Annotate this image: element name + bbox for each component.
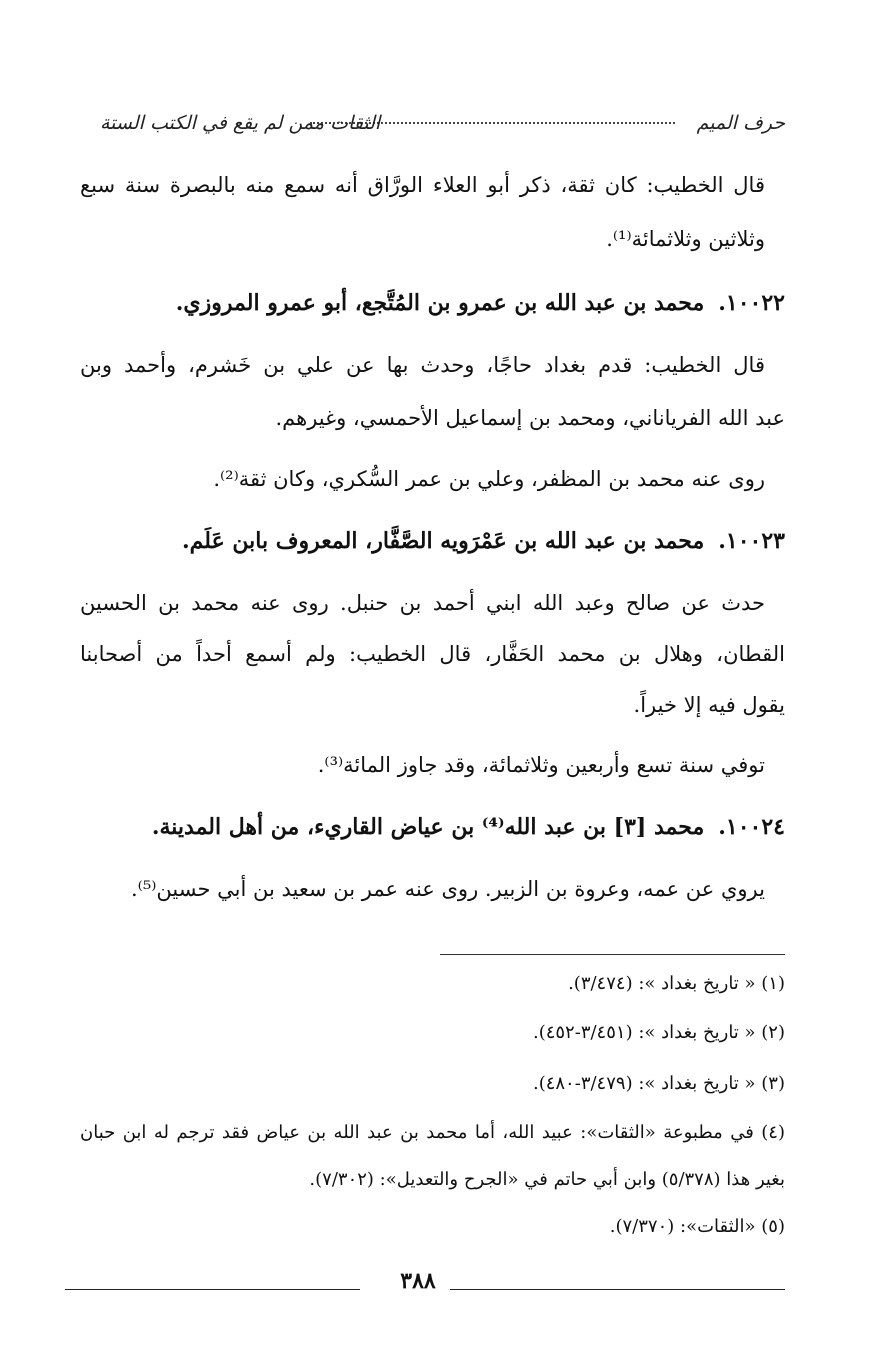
entry-text-line: حدث عن صالح وعبد الله ابني أحمد بن حنبل. روى عنه محمد بن الحسين — [80, 591, 765, 615]
entry-text-line: قال الخطيب: قدم بغداد حاجًا، وحدث بها عن علي بن خَشرم، وأحمد وبن — [80, 353, 765, 377]
entry-heading — [80, 290, 785, 316]
entry-heading — [80, 814, 785, 840]
bottom-rule-right — [450, 1289, 785, 1290]
footnote: (٣) « تاريخ بغداد »: (٣/٤٧٩-٤٨٠). — [532, 1073, 785, 1094]
intro-line-1: قال الخطيب: كان ثقة، ذكر أبو العلاء الورَّاق أنه سمع منه بالبصرة سنة سبع — [80, 173, 765, 197]
entry-text-line: عبد الله الفرياناني، ومحمد بن إسماعيل الأحمسي، وغيرهم. — [275, 406, 785, 430]
entry-text-line: توفي سنة تسع وأربعين وثلاثمائة، وقد جاوز المائة⁽³⁾. — [317, 753, 765, 777]
chapter-title: حرف الميم — [696, 112, 785, 134]
intro-line-2: وثلاثين وثلاثمائة⁽¹⁾. — [606, 227, 765, 251]
entry-heading — [80, 528, 785, 554]
running-header — [100, 112, 785, 146]
entry-number: ١٠٠٢٣. — [718, 528, 785, 554]
book-title: الثقات ممن لم يقع في الكتب الستة — [100, 112, 381, 134]
entry-text-line: يروي عن عمه، وعروة بن الزبير. روى عنه عمر بن سعيد بن أبي حسين⁽⁵⁾. — [130, 877, 765, 901]
footnote: (٤) في مطبوعة «الثقات»: عبيد الله، أما محمد بن عبد الله بن عياض فقد ترجم له ابن حبان — [80, 1122, 785, 1143]
footnote: (١) « تاريخ بغداد »: (٣/٤٧٤). — [568, 973, 785, 994]
footnote-separator — [440, 954, 785, 955]
entry-title: محمد [٣] بن عبد الله⁽⁴⁾ بن عياض القاريء، من أهل المدينة. — [151, 814, 705, 840]
entry-text-line: القطان، وهلال بن محمد الحَفَّار، قال الخطيب: ولم أسمع أحداً من أصحابنا — [80, 642, 785, 666]
entry-title: محمد بن عبد الله بن عَمْرَويه الصَّفَّار، المعروف بابن عَلَم. — [182, 528, 705, 554]
entry-number: ١٠٠٢٤. — [718, 814, 785, 840]
entry-title: محمد بن عبد الله بن عمرو بن المُتَّجع، أبو عمرو المروزي. — [175, 290, 705, 316]
footnote: (٥) «الثقات»: (٧/٣٧٠). — [609, 1216, 785, 1237]
entry-number: ١٠٠٢٢. — [718, 290, 785, 316]
bottom-rule-left — [65, 1289, 360, 1290]
entry-text-line: يقول فيه إلا خيراً. — [633, 693, 785, 717]
footnote-continuation: بغير هذا (٥/٣٧٨) وابن أبي حاتم في «الجرح والتعديل»: (٧/٣٠٢). — [309, 1169, 785, 1190]
footnote: (٢) « تاريخ بغداد »: (٣/٤٥١-٤٥٢). — [532, 1022, 785, 1043]
entry-text-line: روى عنه محمد بن المظفر، وعلي بن عمر السُّكري، وكان ثقة⁽²⁾. — [213, 467, 765, 491]
page-number: ٣٨٨ — [400, 1268, 436, 1294]
